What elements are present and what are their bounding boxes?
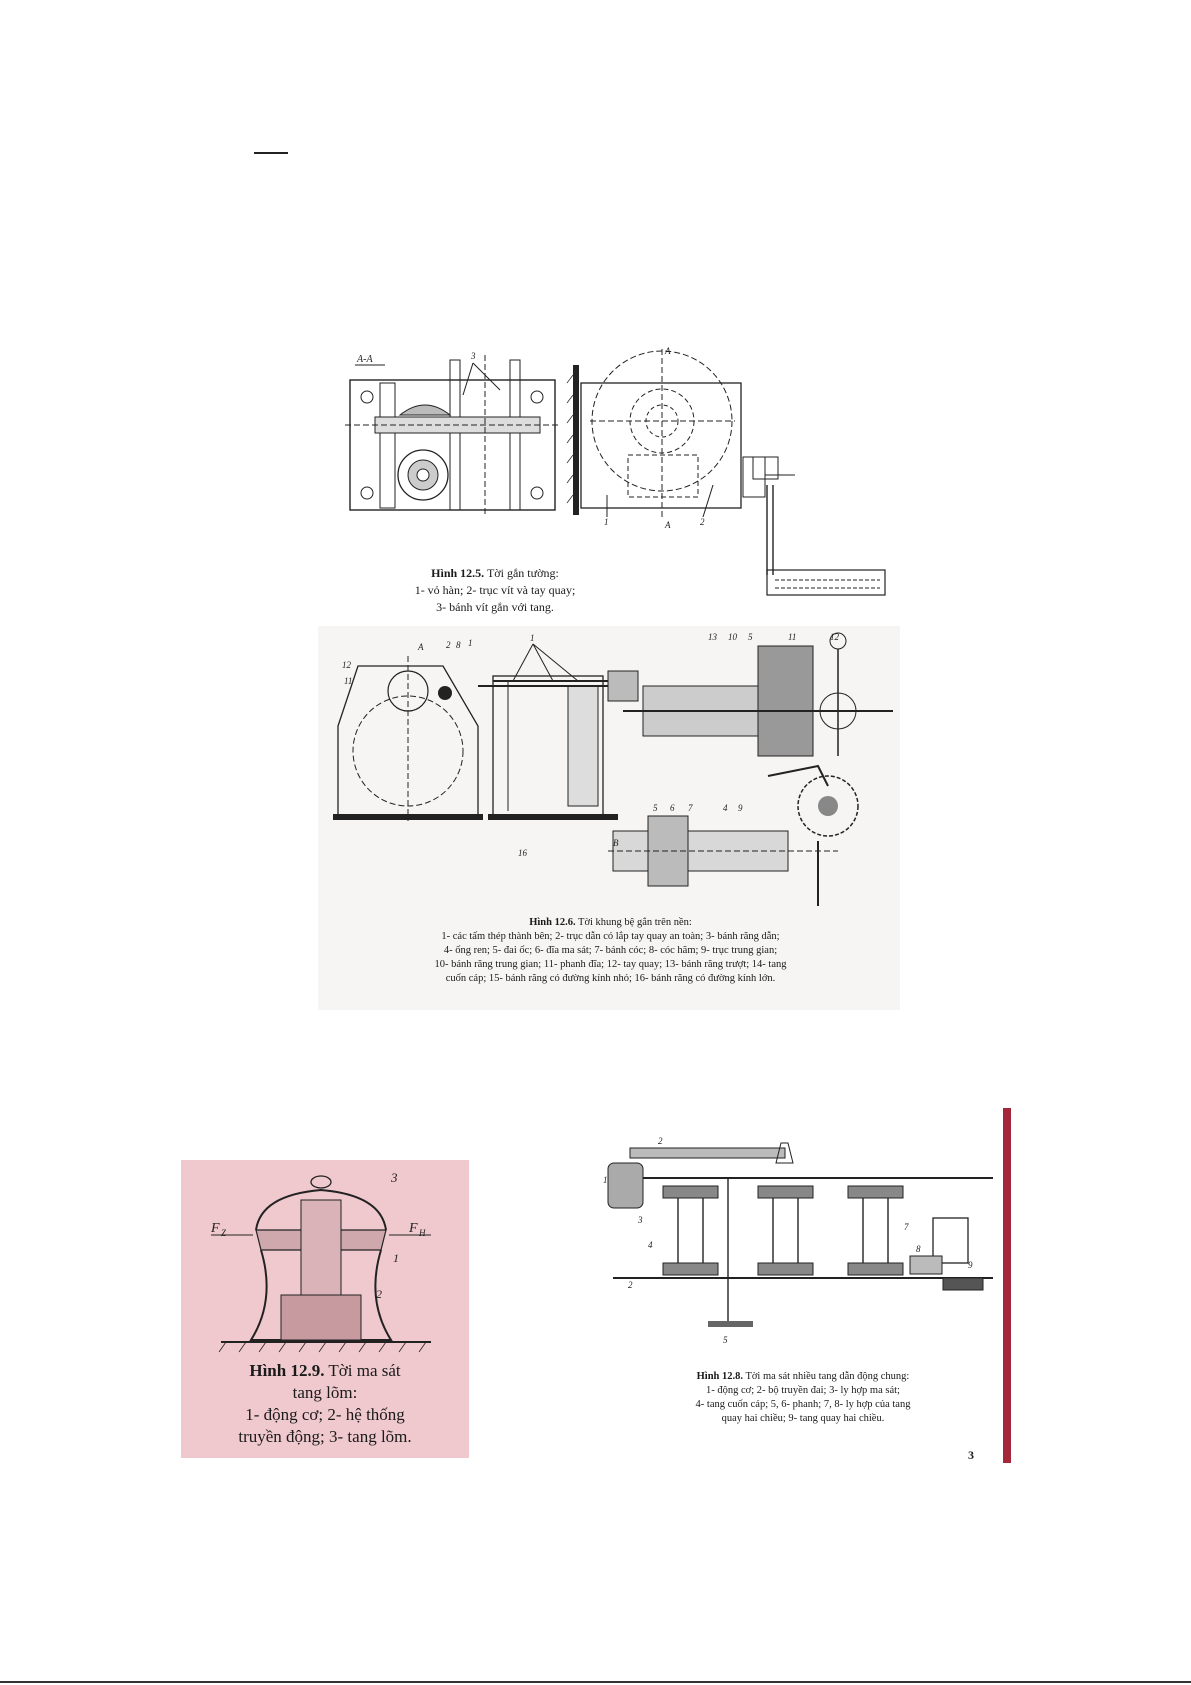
- svg-text:4: 4: [723, 803, 728, 813]
- figure-12-6-caption-line: 10- bánh răng trung gian; 11- phanh đĩa; 12- tay quay; 13- bánh răng trượt; 14- tang: [434, 959, 787, 970]
- svg-text:F: F: [211, 1221, 220, 1236]
- figure-12-6-caption: [338, 916, 883, 986]
- svg-text:B: B: [613, 838, 619, 848]
- svg-text:2: 2: [700, 517, 705, 527]
- figure-12-6-caption-line: 1- các tấm thép thành bên; 2- trục dẫn có lắp tay quay an toàn; 3- bánh răng dẫn;: [441, 931, 780, 942]
- figure-12-9: [181, 1160, 469, 1458]
- svg-text:3: 3: [471, 351, 476, 361]
- figure-12-5: [345, 345, 905, 613]
- svg-text:8: 8: [916, 1244, 921, 1254]
- svg-text:1: 1: [603, 1175, 608, 1185]
- figure-12-5-caption: [345, 565, 645, 616]
- figure-12-5-caption-line: 3- bánh vít gắn với tang.: [436, 600, 554, 614]
- svg-text:16: 16: [518, 848, 527, 858]
- figure-12-6-caption-line: 4- ống ren; 5- đai ốc; 6- đĩa ma sát; 7- bánh cóc; 8- cóc hãm; 9- trục trung gian;: [443, 945, 778, 956]
- svg-text:10: 10: [728, 632, 737, 642]
- figure-12-8-caption-line: 4- tang cuốn cáp; 5, 6- phanh; 7, 8- ly hợp của tang: [695, 1399, 911, 1410]
- svg-text:5: 5: [653, 803, 658, 813]
- svg-text:3: 3: [391, 1170, 398, 1185]
- figure-12-6: [318, 626, 900, 1010]
- svg-text:F: F: [409, 1221, 418, 1236]
- svg-text:8: 8: [456, 640, 461, 650]
- svg-text:7: 7: [688, 803, 693, 813]
- figure-12-9-caption-line: 1- động cơ; 2- hệ thống: [245, 1405, 405, 1424]
- svg-text:1: 1: [468, 638, 473, 648]
- svg-text:11: 11: [788, 632, 797, 642]
- svg-text:2: 2: [658, 1136, 663, 1146]
- svg-text:3: 3: [638, 1215, 643, 1225]
- figure-12-5-caption-title: Tời gắn tường:: [486, 566, 559, 580]
- svg-text:1: 1: [604, 517, 609, 527]
- svg-text:9: 9: [738, 803, 743, 813]
- svg-text:A: A: [665, 520, 671, 530]
- svg-text:5: 5: [748, 632, 753, 642]
- figure-12-5-caption-label: Hình 12.5.: [431, 566, 485, 580]
- svg-text:9: 9: [968, 1260, 973, 1270]
- svg-text:2: 2: [446, 640, 451, 650]
- figure-12-9-caption-title: Tời ma sát: [328, 1361, 401, 1380]
- svg-text:11: 11: [344, 676, 353, 686]
- svg-text:13: 13: [708, 632, 717, 642]
- figure-12-8-caption-title: Tời ma sát nhiều tang dẫn động chung:: [745, 1371, 910, 1382]
- figure-12-9-drawing: [181, 1160, 469, 1355]
- footer-rule: [0, 1681, 1191, 1683]
- svg-text:1: 1: [393, 1251, 399, 1265]
- figure-12-9-caption-label: Hình 12.9.: [249, 1361, 325, 1380]
- svg-text:7: 7: [904, 1222, 909, 1232]
- figure-12-9-caption-line: truyền động; 3- tang lõm.: [238, 1427, 412, 1446]
- figure-12-8: [598, 1108, 1013, 1463]
- header-mark: [254, 152, 288, 154]
- page-number: 3: [968, 1448, 974, 1462]
- svg-text:1: 1: [530, 633, 535, 643]
- svg-text:4: 4: [648, 1240, 653, 1250]
- figure-12-6-caption-line: cuốn cáp; 15- bánh răng có đường kính nhỏ; 16- bánh răng có đường kính lớn.: [445, 973, 776, 984]
- figure-12-8-drawing: [598, 1108, 1003, 1363]
- figure-12-6-caption-label: Hình 12.6.: [529, 917, 576, 928]
- svg-text:6: 6: [670, 803, 675, 813]
- svg-text:5: 5: [723, 1335, 728, 1345]
- svg-text:2: 2: [628, 1280, 633, 1290]
- figure-12-6-caption-title: Tời khung bệ gắn trên nền:: [578, 917, 692, 928]
- figure-12-5-caption-line: 1- vỏ hàn; 2- trục vít và tay quay;: [414, 583, 576, 597]
- figure-12-8-caption-label: Hình 12.8.: [696, 1371, 744, 1382]
- svg-text:H: H: [419, 1228, 426, 1238]
- figure-12-8-caption-line: quay hai chiều; 9- tang quay hai chiều.: [721, 1413, 885, 1424]
- svg-text:A: A: [418, 642, 424, 652]
- figure-12-8-caption: [603, 1370, 1003, 1426]
- svg-text:Z: Z: [221, 1228, 227, 1238]
- svg-text:12: 12: [342, 660, 351, 670]
- svg-text:12: 12: [830, 632, 839, 642]
- figure-12-6-drawing: [318, 626, 900, 916]
- svg-text:A: A: [665, 346, 671, 356]
- figure-12-9-caption-line: tang lõm:: [292, 1383, 358, 1402]
- page-edge-stripe: [1003, 1108, 1011, 1463]
- svg-text:2: 2: [376, 1287, 382, 1301]
- svg-text:A-A: A-A: [357, 354, 373, 365]
- figure-12-8-caption-line: 1- động cơ; 2- bộ truyền đai; 3- ly hợp ma sát;: [706, 1385, 900, 1396]
- figure-12-9-caption: [191, 1360, 459, 1448]
